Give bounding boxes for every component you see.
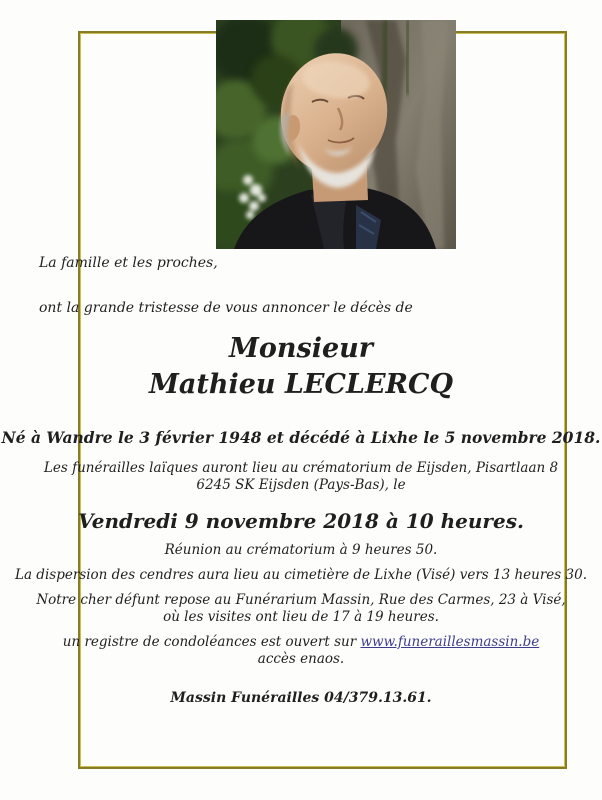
condolence-register-block [0,634,602,667]
ceremony-date-heading: Vendredi 9 novembre 2018 à 10 heures. [78,509,524,533]
birth-death-line: Né à Wandre le 3 février 1948 et décédé à Lixhe le 5 novembre 2018. [1,428,601,447]
funeral-location-line-1: Les funérailles laïques auront lieu au crématorium de Eijsden, Pisartlaan 8 [43,460,559,476]
deceased-name: Mathieu LECLERCQ [148,369,453,400]
condolence-register-line [0,634,602,651]
funeral-home-website-link[interactable]: www.funeraillesmassin.be [360,634,540,650]
funeral-location-block [0,460,602,493]
register-prefix-text: un registre de condoléances est ouvert sur [62,634,361,650]
intro-line-2: ont la grande tristesse de vous annoncer le décès de [39,300,413,316]
repose-line-2: où les visites ont lieu de 17 à 19 heures. [163,609,439,625]
intro-line-1: La famille et les proches, [39,255,218,271]
meeting-line: Réunion au crématorium à 9 heures 50. [164,542,438,558]
repose-line-1: Notre cher défunt repose au Funérarium Massin, Rue des Carmes, 23 à Visé, [36,592,566,608]
deceased-portrait-photo [216,20,456,249]
funeral-home-contact: Massin Funérailles 04/379.13.61. [170,690,432,706]
deceased-name-title [0,331,602,403]
repose-block [0,592,602,626]
deceased-title: Monsieur [228,333,374,364]
funeral-location-line-2: 6245 SK Eijsden (Pays-Bas), le [196,476,406,493]
register-access-line: accès enaos. [257,650,345,667]
ashes-dispersion-line: La dispersion des cendres aura lieu au cimetière de Lixhe (Visé) vers 13 heures 30. [15,567,587,583]
